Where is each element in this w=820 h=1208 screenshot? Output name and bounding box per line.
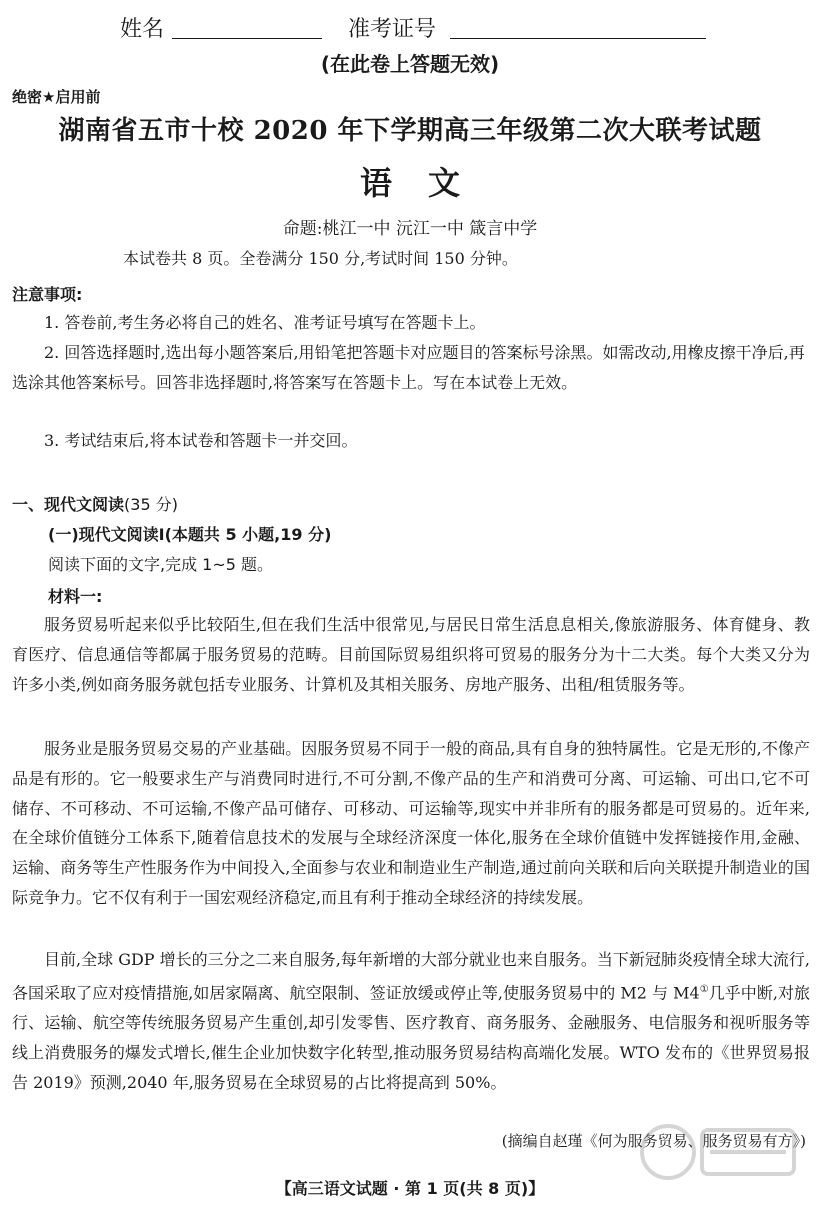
section-score: (35 分) [124,495,178,514]
exam-id-label: 准考证号 [348,17,437,42]
notice-heading: 注意事项: [12,285,83,304]
paragraph-3-part-b: 几乎中断,对旅行、运输、航空等传统服务贸易产生重创,却引发零售、医疗教育、商务服务、金融服务、电信服务和视听服务等线上消费服务的爆发式增长,催生企业加快数字化转型,推动服务贸易结构高端化发展。WTO 发布的《世界贸易报告 2019》预测,2040 年,服务贸易在全球贸易的占比将提高到 50%。 [12,983,810,1092]
notice-item-1: 1. 答卷前,考生务必将自己的姓名、准考证号填写在答题卡上。 [44,313,486,332]
subsection-title: (一)现代文阅读Ⅰ [48,525,165,544]
exam-id-blank[interactable] [450,10,706,39]
page-footer: 【高三语文试题 · 第 1 页(共 8 页)】 [275,1179,545,1198]
material-label: 材料一: [48,587,103,606]
paragraph-3-part-a: 目前,全球 GDP 增长的三分之二来自服务,每年新增的大部分就业也来自服务。当下新冠肺炎疫情全球大流行,各国采取了应对疫情措施,如居家隔离、航空限制、签证放缓或停止等,使服务贸易中的 M2 与 M4 [12,950,810,1003]
candidate-info-line [0,10,820,44]
subsection-heading [48,522,331,545]
name-blank[interactable] [172,10,322,39]
subsection-score: (本题共 5 小题,19 分) [164,525,332,544]
exam-title: 湖南省五市十校 2020 年下学期高三年级第二次大联考试题 [58,116,762,146]
subject-title [0,158,820,204]
footnote-marker: ① [699,983,709,995]
section-heading [12,492,178,515]
subject-text: 语文 [359,164,496,202]
secret-mark: 绝密★启用前 [12,88,101,106]
name-label: 姓名 [120,17,165,42]
paper-info: 本试卷共 8 页。全卷满分 150 分,考试时间 150 分钟。 [123,249,518,268]
notice-item-3: 3. 考试结束后,将本试卷和答题卡一并交回。 [44,431,358,450]
notice-item-2: 2. 回答选择题时,选出每小题答案后,用铅笔把答题卡对应题目的答案标号涂黑。如需改动,用橡皮擦干净后,再选涂其他答案标号。回答非选择题时,将答案写在答题卡上。写在本试卷上无效。 [12,343,805,392]
section-title: 一、现代文阅读 [12,495,125,514]
source-citation: (摘编自赵瑾《何为服务贸易、服务贸易有方》) [501,1132,806,1150]
instruction: 阅读下面的文字,完成 1~5 题。 [48,555,274,574]
watermark-logo-icon [628,1104,808,1194]
authors-line: 命题:桃江一中 沅江一中 箴言中学 [282,219,538,239]
material-paragraph-3 [12,945,810,1097]
invalid-note: (在此卷上答题无效) [320,52,500,76]
material-paragraph-2: 服务业是服务贸易交易的产业基础。因服务贸易不同于一般的商品,具有自身的独特属性。它是无形的,不像产品是有形的。它一般要求生产与消费同时进行,不可分割,不像产品的生产和消费可分离、可运输、可出口,它不可储存、不可移动、不可运输,不像产品可储存、可移动、可运输等,现实中并非所有的服务都是可贸易的。近年来,在全球价值链分工体系下,随着信息技术的发展与全球经济深度一体化,服务在全球价值链中发挥链接作用,金融、运输、商务等生产性服务作为中间投入,全面参与农业和制造业生产制造,通过前向关联和后向关联提升制造业的国际竞争力。它不仅有利于一国宏观经济稳定,而且有利于推动全球经济的持续发展。 [12,739,810,907]
material-paragraph-1: 服务贸易听起来似乎比较陌生,但在我们生活中很常见,与居民日常生活息息相关,像旅游服务、体育健身、教育医疗、信息通信等都属于服务贸易的范畴。目前国际贸易组织将可贸易的服务分为十二大类。每个大类又分为许多小类,例如商务服务就包括专业服务、计算机及其相关服务、房地产服务、出租/租赁服务等。 [12,615,810,694]
